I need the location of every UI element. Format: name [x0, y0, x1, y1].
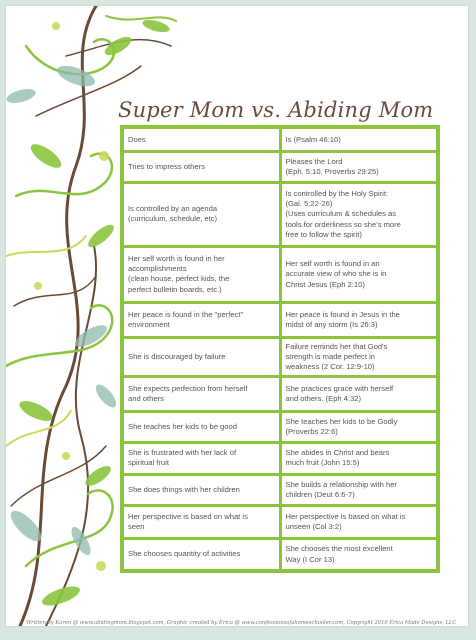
- cell-text: Is controlled by an agenda (curriculum, schedule, etc): [128, 204, 218, 224]
- cell-text: Failure reminds her that God's strength is made perfect in weakness (2 Cor. 12:9-10): [285, 341, 388, 372]
- abiding-mom-cell: [282, 540, 437, 569]
- cell-text: She does things with her children: [128, 484, 240, 494]
- cell-text: Is controlled by the Holy Spirit: (Gal. 5:22-26) (Uses curriculum & schedules as tools for orderliness so she's more free to follow the spirit): [285, 188, 401, 239]
- table-body: [124, 129, 436, 569]
- abiding-mom-cell: [282, 413, 437, 441]
- table-row: [124, 413, 436, 441]
- abiding-mom-cell: [282, 304, 437, 336]
- cell-text: She expects perfection from herself and others: [128, 383, 248, 404]
- abiding-mom-cell: [282, 184, 437, 245]
- super-mom-cell: [124, 413, 279, 441]
- table-row: [124, 304, 436, 336]
- super-mom-cell: [124, 184, 279, 245]
- table-row: [124, 339, 436, 375]
- super-mom-cell: [124, 444, 279, 473]
- abiding-mom-cell: [282, 153, 437, 181]
- super-mom-cell: [124, 540, 279, 569]
- abiding-mom-cell: [282, 129, 437, 150]
- super-mom-cell: [124, 339, 279, 375]
- abiding-mom-cell: [282, 476, 437, 505]
- table-row: [124, 540, 436, 569]
- abiding-mom-cell: [282, 378, 437, 410]
- super-mom-cell: [124, 304, 279, 336]
- cell-text: She chooses quantity of activities: [128, 549, 241, 559]
- abiding-mom-cell: [282, 507, 437, 537]
- abiding-mom-cell: [282, 444, 437, 473]
- super-mom-cell: [124, 248, 279, 301]
- abiding-mom-cell: [282, 248, 437, 301]
- cell-text: Her peace is found in the "perfect" environment: [128, 309, 244, 329]
- page-title: Super Mom vs. Abiding Mom: [118, 98, 434, 122]
- cell-text: Her self worth is found in her accomplishments (clean house, perfect kids, the perfect bulletin boards, etc.): [128, 253, 230, 294]
- super-mom-cell: [124, 507, 279, 537]
- table-row: [124, 248, 436, 301]
- table-row: [124, 378, 436, 410]
- table-row: [124, 444, 436, 473]
- cell-text: Her peace is found in Jesus in the midst of any storm (Is 26:3): [285, 309, 400, 329]
- cell-text: Her perspective is based on what is unseen (Col 3:2): [285, 512, 406, 532]
- abiding-mom-cell: [282, 339, 437, 375]
- cell-text: She teaches her kids to be Godly (Proverbs 22:6): [285, 416, 398, 437]
- cell-text: She teaches her kids to be good: [128, 421, 237, 431]
- cell-text: Her self worth is found in an accurate view of who she is in Christ Jesus (Eph 2:10): [285, 259, 387, 289]
- cell-text: Pleases the Lord (Eph. 5:10, Proverbs 29:25): [285, 156, 379, 177]
- cell-text: Is (Psalm 46:10): [285, 134, 341, 144]
- cell-text: Tries to impress others: [128, 162, 205, 172]
- printable-page: [6, 6, 468, 626]
- super-mom-cell: [124, 476, 279, 505]
- table-row: [124, 507, 436, 537]
- cell-text: Her perspective is based on what is seen: [128, 512, 248, 532]
- super-mom-cell: [124, 153, 279, 181]
- table-row: [124, 184, 436, 245]
- super-mom-cell: [124, 378, 279, 410]
- table-row: [124, 476, 436, 505]
- cell-text: She abides in Christ and bears much fruit (John 15:5): [285, 448, 390, 468]
- cell-text: Does: [128, 134, 146, 144]
- table-row: [124, 153, 436, 181]
- cell-text: She is frustrated with her lack of spiritual fruit: [128, 448, 237, 468]
- cell-text: She chooses the most excellent Way (I Cor 13): [285, 544, 393, 564]
- comparison-table: [120, 125, 440, 573]
- table-row: [124, 129, 436, 150]
- super-mom-cell: [124, 129, 279, 150]
- cell-text: She builds a relationship with her children (Deut 6:6-7): [285, 479, 397, 500]
- footer-credits: Written by Karen @ www.abidingmom.blogspot.com, Graphic created by Erica @ www.confessionsofahomeschooler.com, Copyright 2010 Erica Made Designs, LLC: [26, 620, 457, 626]
- cell-text: She is discouraged by failure: [128, 351, 226, 361]
- cell-text: She practices grace with herself and others. (Eph 4:32): [285, 383, 394, 404]
